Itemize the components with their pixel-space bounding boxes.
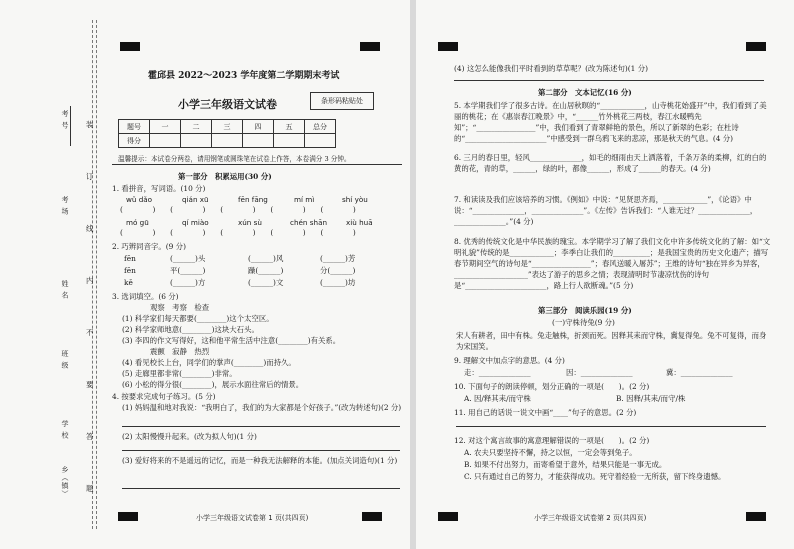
binding-char: 答 bbox=[86, 432, 94, 441]
q2-title: 2. 巧辨同音字。(9 分) bbox=[112, 242, 186, 251]
q3-word-bank: 震颤 寂静 热烈 bbox=[150, 347, 210, 356]
answer-line[interactable] bbox=[454, 80, 764, 81]
q2-blank[interactable]: 躁(______) bbox=[248, 266, 284, 275]
registration-mark bbox=[120, 42, 140, 51]
q2-blank[interactable]: 分(______) bbox=[320, 266, 356, 275]
q9-blank[interactable]: 冀：______________ bbox=[666, 368, 733, 377]
q2-blank[interactable]: (______)风 bbox=[248, 254, 284, 263]
q4-item: (3) 爱好将来的不是遥远的记忆，而是一种我无法解释的本能。(加点关词造句)(1 分) bbox=[122, 456, 398, 465]
answer-boxes-row1[interactable]: ( ) ( ) ( ) ( ) ( ) bbox=[120, 205, 356, 214]
registration-mark bbox=[362, 512, 382, 521]
q2-blank[interactable]: (______)方 bbox=[170, 278, 206, 287]
q12-option[interactable]: B. 如果不付出努力，而寄希望于意外，结果只能是一事无成。 bbox=[464, 460, 667, 469]
registration-mark bbox=[360, 42, 380, 51]
score-header: 五 bbox=[274, 120, 305, 134]
q11: 11. 用自己的话说一说文中画“____”句子的意思。(2 分) bbox=[454, 408, 637, 417]
registration-mark bbox=[118, 512, 138, 521]
binding-char: 装 bbox=[86, 120, 94, 129]
answer-line[interactable] bbox=[122, 488, 400, 489]
kaochang-label: 考 场 bbox=[61, 196, 69, 216]
score-row-label: 得分 bbox=[119, 134, 150, 148]
pinyin: mó gū bbox=[126, 218, 149, 227]
q1-title: 1. 看拼音，写词语。(10 分) bbox=[112, 184, 206, 193]
section1-title: 第一部分 积累运用(30 分) bbox=[178, 172, 272, 181]
exam-page-2 bbox=[416, 0, 794, 549]
score-cell[interactable] bbox=[243, 134, 274, 148]
q10-option[interactable]: A. 因/释其耒/而守株 bbox=[464, 394, 531, 403]
page-footer: 小学三年级语文试卷第 2 页(共四页) bbox=[534, 514, 647, 522]
q3-item[interactable]: (1) 科学家们每天都要(________)这个太空区。 bbox=[122, 314, 274, 323]
banji-label: 班 级 bbox=[61, 350, 69, 370]
q12-option[interactable]: A. 农夫只要坚持不懈，持之以恒，一定会等到兔子。 bbox=[464, 448, 637, 457]
registration-mark bbox=[746, 42, 766, 51]
pinyin: fēn fāng bbox=[238, 195, 268, 204]
q2-blank[interactable]: (______)文 bbox=[248, 278, 284, 287]
score-cell[interactable] bbox=[274, 134, 305, 148]
exam-subtitle: 小学三年级语文试卷 bbox=[178, 98, 277, 111]
divider bbox=[112, 164, 402, 165]
q2-pinyin: fēn bbox=[124, 266, 136, 275]
registration-mark bbox=[438, 42, 458, 51]
section2-title: 第二部分 文本记忆(16 分) bbox=[538, 88, 632, 97]
q6[interactable]: 6. 三月的春日里，轻风______________，如毛的细雨由天上洒落着，千条万条的柔柳，红的白的黄的花，青的草，______，绿的叶，都像______，形成了______的春天。(4 分) bbox=[454, 153, 767, 173]
q3-item[interactable]: (4) 看见校长上台，同学们的掌声(________)而持久。 bbox=[122, 358, 296, 367]
score-cell[interactable] bbox=[181, 134, 212, 148]
q9-blank[interactable]: 因：______________ bbox=[566, 368, 633, 377]
xuexiao-label: 学 校 bbox=[61, 420, 69, 440]
registration-mark bbox=[746, 512, 766, 521]
pinyin: chén shān bbox=[290, 218, 328, 227]
binding-char: 内 bbox=[86, 276, 94, 285]
binding-char: 订 bbox=[86, 172, 94, 181]
binding-char: 要 bbox=[86, 380, 94, 389]
pinyin: mí mì bbox=[294, 195, 315, 204]
pinyin: wǔ dǎo bbox=[126, 195, 153, 204]
q2-blank[interactable]: (______)坊 bbox=[320, 278, 356, 287]
q10: 10. 下面句子的朗读停顿，划分正确的一项是( )。(2 分) bbox=[454, 382, 650, 391]
xiangzhen-label: 乡（镇） bbox=[61, 466, 69, 498]
page-footer: 小学三年级语文试卷第 1 页(共四页) bbox=[196, 514, 309, 522]
q2-blank[interactable]: (______)头 bbox=[170, 254, 206, 263]
q8[interactable]: 8. 优秀的传统文化是中华民族的瑰宝。本学期学习了解了我们文化中许多传统文化的了解：如“文明礼貌”传统的是____________；李季白让我们的__________；是我国宝贵的历史文化遗产；描写春节期间空气的诗句是“________________”；春风送暖入屠苏”；王维的诗句“独在异乡为异客，____________________”表达了游子的思乡之情；表现清明时节凄凉忧伤的诗句是“______________________，路上行人欲断魂。”(5 分) bbox=[454, 237, 771, 290]
section3-title: 第三部分 阅读乐园(19 分) bbox=[538, 306, 632, 315]
q2-blank[interactable]: (______)芳 bbox=[320, 254, 356, 263]
q7[interactable]: 7. 和读读及我们应该培养的习惯。《例如》中说：“见贤思齐焉，____________”，《论语》中说：“______________，______________”。《左传》告诉我们：“人谁无过？______________，______________。”(4 分) bbox=[454, 195, 758, 226]
q4-item: (2) 太阳慢慢升起来。(改为拟人句)(1 分) bbox=[122, 432, 257, 441]
score-header: 三 bbox=[212, 120, 243, 134]
q12: 12. 对这个寓言故事的寓意理解错误的一项是( )。(2 分) bbox=[454, 436, 650, 445]
reading1-title: (一)守株待兔(9 分) bbox=[552, 318, 615, 327]
barcode-box: 条形码粘贴处 bbox=[310, 92, 374, 110]
score-cell[interactable] bbox=[305, 134, 336, 148]
score-cell[interactable] bbox=[150, 134, 181, 148]
q4-title: 4. 按要求完成句子练习。(5 分) bbox=[112, 392, 216, 401]
binding-char: 题 bbox=[86, 484, 94, 493]
xingming-label: 姓 名 bbox=[61, 280, 69, 300]
q3-item[interactable]: (2) 科学家师地意(________)这块大石头。 bbox=[122, 325, 259, 334]
score-header: 四 bbox=[243, 120, 274, 134]
answer-line[interactable] bbox=[456, 426, 766, 427]
pinyin: qí miào bbox=[182, 218, 209, 227]
pinyin: qián xū bbox=[182, 195, 209, 204]
answer-line[interactable] bbox=[122, 426, 400, 427]
score-header: 二 bbox=[181, 120, 212, 134]
q2-pinyin: kě bbox=[124, 278, 133, 287]
q2-pinyin: fēn bbox=[124, 254, 136, 263]
answer-boxes-row2[interactable]: ( ) ( ) ( ) ( ) ( ) bbox=[120, 228, 356, 237]
score-header: 总分 bbox=[305, 120, 336, 134]
score-header: 一 bbox=[150, 120, 181, 134]
q3-title: 3. 选词填空。(6 分) bbox=[112, 292, 179, 301]
q4-4: (4) 这怎么能像我们平时看到的草草呢？(改为陈述句)(1 分) bbox=[454, 64, 648, 73]
binding-line bbox=[96, 20, 97, 529]
pinyin: xiù huā bbox=[346, 218, 373, 227]
binding-line bbox=[92, 20, 93, 529]
q4-item: (1) 妈妈温和地对我说：“我明白了，我们的为大家都是个好孩子。”(改为转述句)(2 分) bbox=[122, 403, 402, 412]
q2-blank[interactable]: 平(______) bbox=[170, 266, 206, 275]
exam-title: 霍邱县 2022～2023 学年度第二学期期末考试 bbox=[148, 71, 340, 81]
binding-char: 不 bbox=[86, 328, 94, 337]
score-header: 题号 bbox=[119, 120, 150, 134]
exam-notice: 温馨提示：本试卷分两卷，请用钢笔或圆珠笔在试卷上作答，本卷满分 3 分钟。 bbox=[118, 155, 351, 163]
field-line bbox=[70, 106, 72, 146]
q3-item[interactable]: (5) 走廊里都非常(________)非常。 bbox=[122, 369, 237, 378]
score-table bbox=[118, 119, 336, 148]
q9: 9. 理解文中加点字的意思。(4 分) bbox=[454, 356, 565, 365]
q10-option[interactable]: B. 因释/其耒/而守/株 bbox=[616, 394, 686, 403]
kaohao-label: 考 号 bbox=[61, 110, 69, 130]
registration-mark bbox=[438, 512, 458, 521]
reading1-text: 宋人有耕者，田中有株。兔走触株，折颈而死。因释其耒而守株，冀复得兔。兔不可复得，而身为宋国笑。 bbox=[456, 331, 767, 351]
score-cell[interactable] bbox=[212, 134, 243, 148]
pinyin: shí yòu bbox=[342, 195, 368, 204]
pinyin: xún sù bbox=[238, 218, 262, 227]
binding-char: 线 bbox=[86, 224, 94, 233]
q9-blank[interactable]: 走：______________ bbox=[464, 368, 531, 377]
q3-item[interactable]: (3) 李四的作文写得好，这和他平常生活中注意(________)有关系。 bbox=[122, 336, 341, 345]
q12-option[interactable]: C. 只有通过自己的努力，才能获得成功。死守着经验一无所获，留下终身遗憾。 bbox=[464, 472, 726, 481]
q3-word-bank: 观察 考察 检查 bbox=[150, 303, 210, 312]
q3-item[interactable]: (6) 小松的得分很(________)，展示水面往常后的情景。 bbox=[122, 380, 304, 389]
q5[interactable]: 5. 本学期我们学了很多古诗。在山居秋暝的“____________，山寺桃花始盛开”中，我们看到了美丽的桃花；在《惠崇春江晚景》中，“______竹外桃花三两枝，春江水暖鸭先知”；“________________”中，我们看到了青翠鲜艳的景色，所以了新翠的色彩；在杜诗的“______________________”中感受到一群乌鸦飞来的悲凉，那是秋天的气息。(4 分) bbox=[454, 101, 767, 143]
answer-line[interactable] bbox=[122, 450, 400, 451]
